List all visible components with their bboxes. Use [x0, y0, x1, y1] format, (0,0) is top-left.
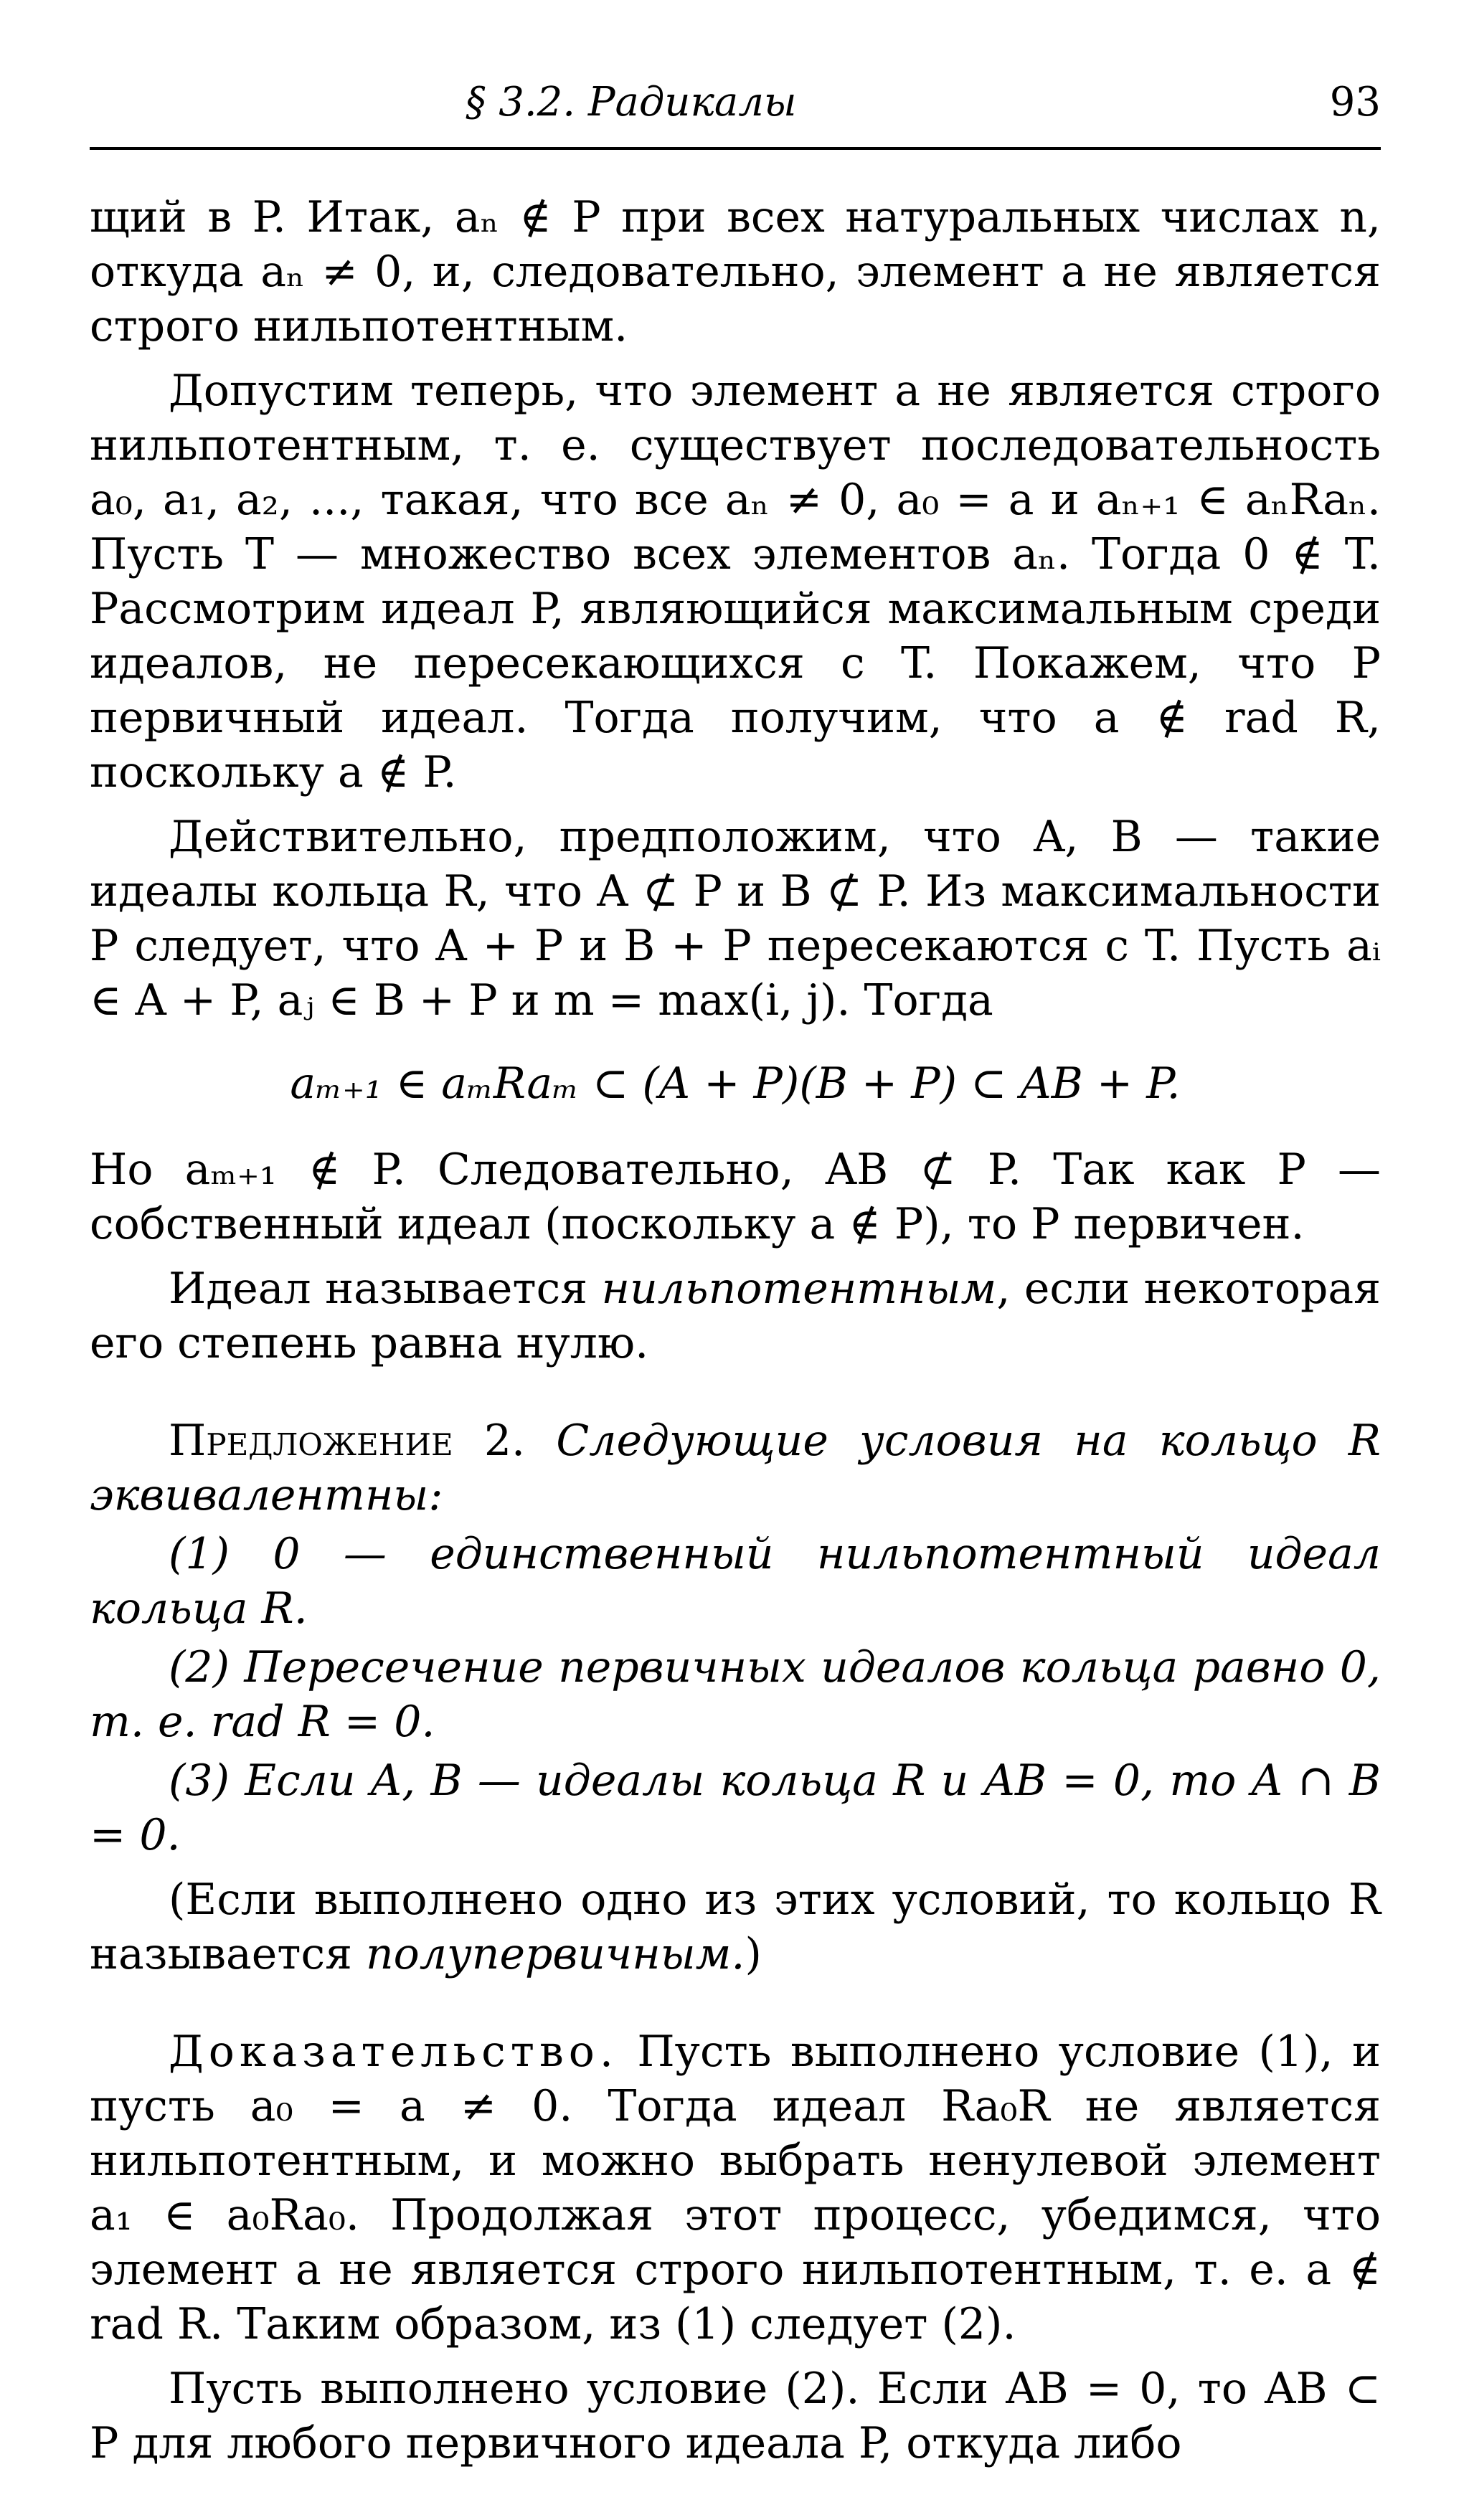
note-term: полупервичным. — [366, 1929, 745, 1979]
paragraph-last: Пусть выполнено условие (2). Если AB = 0, то AB ⊂ P для любого первичного идеала P, откуда либо — [90, 2364, 1381, 2468]
paragraph-conclusion: Но aₘ₊₁ ∉ P. Следовательно, AB ⊄ P. Так как P — собственный идеал (поскольку a ∉ P), то P первичен. — [90, 1145, 1381, 1249]
paragraph-indeed: Действительно, предположим, что A, B — такие идеалы кольца R, что A ⊄ P и B ⊄ P. Из максимальности P следует, что A + P и B + P пересекаются с T. Пусть aᵢ ∈ A + P, aⱼ ∈ B + P и m = max(i, j). Тогда — [90, 812, 1381, 1025]
note-text-end: ) — [745, 1929, 762, 1979]
proof-label: Доказательство. — [169, 2027, 618, 2077]
proposition-text: Следующие условия на кольцо R эквивалентны: — [90, 1416, 1381, 1520]
proposition-label: Предложение 2. — [169, 1416, 526, 1466]
paragraph-definition — [90, 1261, 1381, 1370]
proposition-statement — [90, 1413, 1381, 1522]
semiprime-note — [90, 1872, 1381, 1981]
header-rule — [90, 147, 1381, 150]
paragraph-assumption: Допустим теперь, что элемент a не является строго нильпотентным, т. е. существует последовательность a₀, a₁, a₂, ..., такая, что все aₙ ≠ 0, a₀ = a и aₙ₊₁ ∈ aₙRaₙ. Пусть T — множество всех элементов aₙ. Тогда 0 ∉ T. Рассмотрим идеал P, являющийся максимальным среди идеалов, не пересекающихся с T. Покажем, что P первичный идеал. Тогда получим, что a ∉ rad R, поскольку a ∉ P. — [90, 366, 1381, 797]
definition-text-start: Идеал называется — [169, 1264, 602, 1314]
condition-1: (1) 0 — единственный нильпотентный идеал кольца R. — [90, 1529, 1381, 1634]
book-page — [90, 50, 1381, 2488]
definition-text-end: , если некоторая его степень равна нулю. — [90, 1264, 1381, 1368]
note-text-start: (Если выполнено одно из этих условий, то кольцо R называется — [90, 1875, 1381, 1979]
page-body — [90, 190, 1381, 2471]
proof-paragraph — [90, 2024, 1381, 2351]
proof-text: Пусть выполнено условие (1), и пусть a₀ = a ≠ 0. Тогда идеал Ra₀R не является нильпотентным, и можно выбрать ненулевой элемент a₁ ∈ a₀Ra₀. Продолжая этот процесс, убедимся, что элемент a не является строго нильпотентным, т. е. a ∉ rad R. Таким образом, из (1) следует (2). — [90, 2027, 1381, 2349]
display-equation: aₘ₊₁ ∈ aₘRaₘ ⊂ (A + P)(B + P) ⊂ AB + P. — [290, 1058, 1181, 1109]
running-head: § 3.2. Радикалы — [466, 79, 797, 125]
paragraph-continuation: щий в P. Итак, aₙ ∉ P при всех натуральных числах n, откуда aₙ ≠ 0, и, следовательно, элемент a не является строго нильпотентным. — [90, 192, 1381, 351]
definition-term: нильпотентным — [601, 1264, 997, 1314]
page-number: 93 — [1329, 79, 1381, 125]
condition-3: (3) Если A, B — идеалы кольца R и AB = 0, то A ∩ B = 0. — [90, 1756, 1381, 1860]
page-header — [90, 79, 1381, 136]
condition-2: (2) Пересечение первичных идеалов кольца равно 0, т. е. rad R = 0. — [90, 1642, 1381, 1747]
